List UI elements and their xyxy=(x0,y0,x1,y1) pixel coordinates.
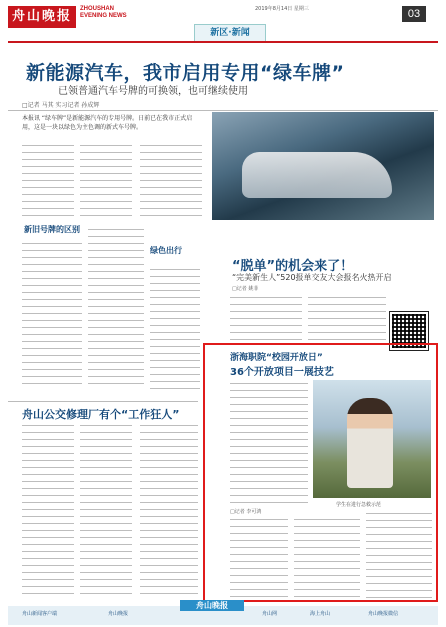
highlight-photo xyxy=(313,380,431,498)
highlight-byline: □记者 李可鸿 xyxy=(230,509,262,515)
footer-link[interactable]: 海上舟山 xyxy=(310,611,331,617)
right-headline: “脱单”的机会来了！ xyxy=(232,259,354,274)
text-column xyxy=(308,294,386,340)
footer-brand: 舟山晚报 xyxy=(180,600,244,611)
masthead xyxy=(0,0,446,52)
divider xyxy=(8,401,198,402)
footer-link[interactable]: 舟山晚报 xyxy=(108,611,129,617)
text-column xyxy=(22,422,74,600)
text-column xyxy=(230,294,302,340)
text-column xyxy=(22,240,82,390)
main-headline: 新能源汽车，我市启用专用“绿车牌” xyxy=(26,62,345,84)
right-byline: □记者 姚菲 xyxy=(232,286,259,292)
highlight-headline: 36个开放项目一展技艺 xyxy=(230,367,334,378)
subhead-green: 绿色出行 xyxy=(150,246,182,255)
main-lead-paragraph: 本报讯 “绿车牌”是新能源汽车的专用号牌。日前已在我市正式启用，这是一块以绿色为主色调的新式车号牌。 xyxy=(22,115,193,131)
right-subhead: “完美新生人”520报单交友大会报名火热开启 xyxy=(232,273,392,282)
text-column xyxy=(150,266,200,390)
highlight-kicker: 浙海职院“校园开放日” xyxy=(230,353,323,363)
subhead-plates: 新旧号牌的区别 xyxy=(24,225,80,234)
masthead-rule xyxy=(8,41,438,43)
car-photo xyxy=(212,112,434,220)
highlight-photo-caption: 学生在进行急救示范 xyxy=(336,502,382,508)
text-column xyxy=(230,516,288,598)
bottom-left-headline: 舟山公交修理厂有个“工作狂人” xyxy=(22,408,180,421)
page-number: 03 xyxy=(402,6,426,22)
main-subhead: 已领普通汽车号牌的可换领，也可继续使用 xyxy=(58,86,248,97)
text-column xyxy=(140,142,202,220)
main-byline: □记者 马其 实习记者 孙成辉 xyxy=(22,102,100,109)
newspaper-logo: 舟山晚报 xyxy=(8,6,76,28)
footer-link[interactable]: 舟山新闻客户端 xyxy=(22,611,58,617)
person-figure xyxy=(347,398,393,488)
text-column xyxy=(22,142,74,220)
text-column xyxy=(230,380,308,504)
text-column xyxy=(366,510,432,598)
text-column xyxy=(140,422,198,600)
divider xyxy=(8,110,438,111)
footer-link[interactable]: 舟山网 xyxy=(262,611,278,617)
text-column xyxy=(294,516,360,598)
text-column xyxy=(80,142,132,220)
paper-english-name: ZHOUSHAN EVENING NEWS xyxy=(80,6,127,19)
text-column xyxy=(88,226,144,390)
text-column xyxy=(80,422,132,600)
footer-link[interactable]: 舟山晚报微信 xyxy=(368,611,399,617)
issue-date: 2019年8月14日 星期三 xyxy=(255,6,309,12)
section-label: 新区·新闻 xyxy=(194,24,266,42)
